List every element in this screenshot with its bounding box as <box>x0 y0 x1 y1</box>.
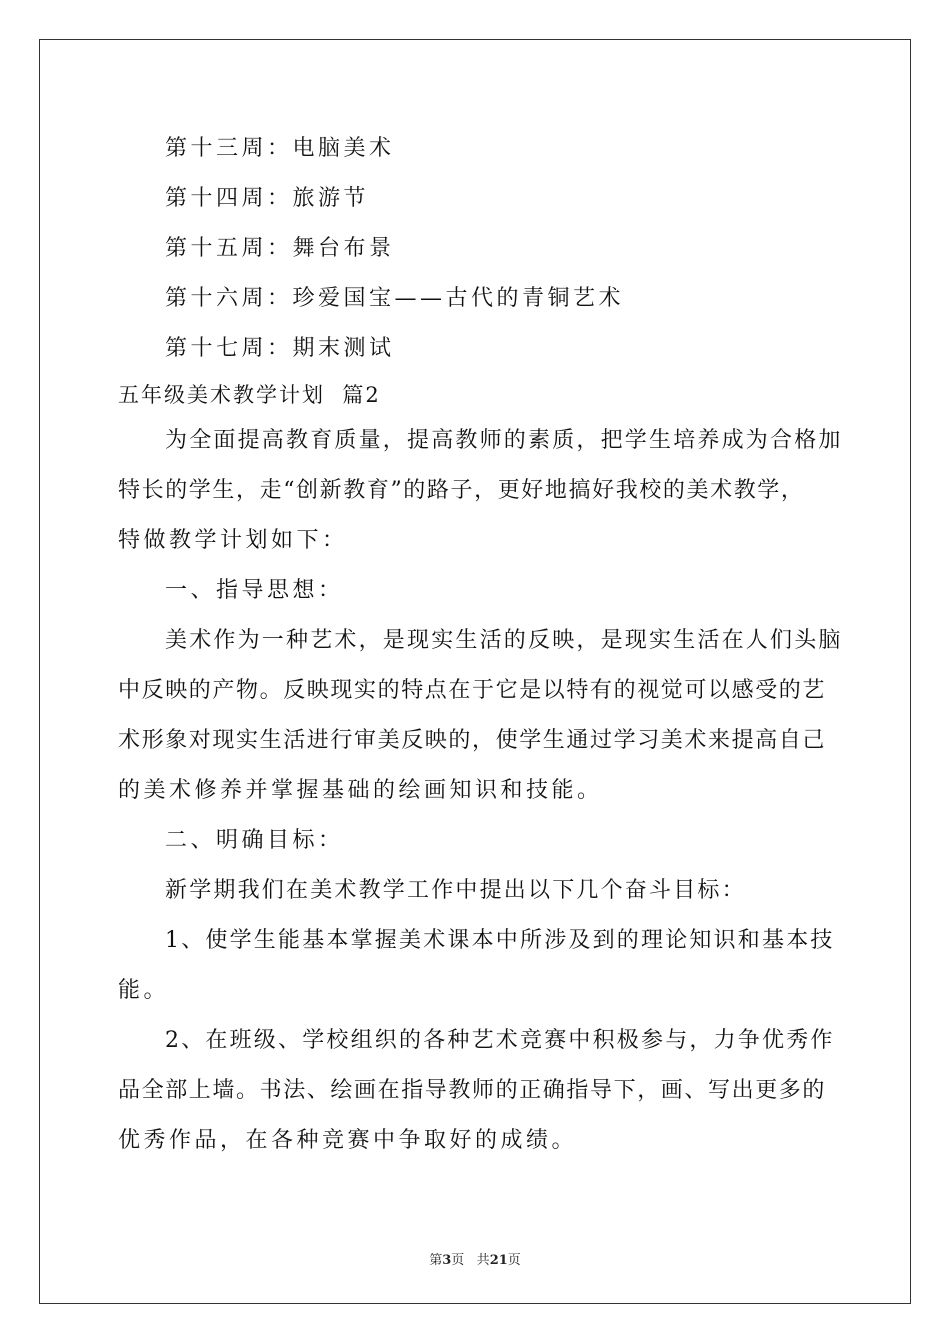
heading-goals: 二、明确目标： <box>165 828 344 853</box>
intro-line: 特做教学计划如下： <box>118 528 348 553</box>
goal-2-paragraph <box>118 1016 838 1166</box>
intro-line: 特长的学生，走“创新教育”的路子，更好地搞好我校的美术教学， <box>118 478 805 503</box>
footer-total-suffix: 页 <box>507 1253 521 1268</box>
footer-page-number: 3 <box>442 1253 452 1268</box>
goal-1-paragraph <box>118 916 838 1016</box>
guiding-line: 中反映的产物。反映现实的特点在于它是以特有的视觉可以感受的艺 <box>118 678 827 703</box>
intro-line: 为全面提高教育质量，提高教师的素质，把学生培养成为合格加 <box>165 428 843 453</box>
section-title: 五年级美术教学计划 篇2 <box>118 383 381 407</box>
intro-paragraph <box>118 416 843 566</box>
guiding-line: 的美术修养并掌握基础的绘画知识和技能。 <box>118 778 603 803</box>
footer-total-pages: 21 <box>489 1253 508 1268</box>
week-16-line: 第十六周：珍爱国宝——古代的青铜艺术 <box>165 286 625 311</box>
document-body <box>118 124 843 1166</box>
week-15-line: 第十五周：舞台布景 <box>165 236 395 261</box>
footer-prefix: 第 <box>429 1253 443 1268</box>
footer-total-prefix: 共 <box>476 1253 490 1268</box>
page-footer <box>0 1249 950 1268</box>
goal-1-line: 1、使学生能基本掌握美术课本中所涉及到的理论知识和基本技 <box>165 928 835 953</box>
footer-page-suffix: 页 <box>451 1253 465 1268</box>
goal-2-line: 优秀作品，在各种竞赛中争取好的成绩。 <box>118 1128 578 1153</box>
heading-guiding-thought: 一、指导思想： <box>165 578 344 603</box>
guiding-line: 美术作为一种艺术，是现实生活的反映，是现实生活在人们头脑 <box>165 628 843 653</box>
week-17-line: 第十七周：期末测试 <box>165 336 395 361</box>
guiding-line: 术形象对现实生活进行审美反映的，使学生通过学习美术来提高自己 <box>118 728 827 753</box>
week-14-line: 第十四周：旅游节 <box>165 186 370 211</box>
week-13-line: 第十三周：电脑美术 <box>165 136 395 161</box>
goals-intro-line: 新学期我们在美术教学工作中提出以下几个奋斗目标： <box>165 878 746 903</box>
goal-2-line: 品全部上墙。书法、绘画在指导教师的正确指导下，画、写出更多的 <box>118 1078 827 1103</box>
guiding-paragraph <box>118 616 843 816</box>
goal-2-line: 2、在班级、学校组织的各种艺术竞赛中积极参与，力争优秀作 <box>165 1028 835 1053</box>
goal-1-line: 能。 <box>118 978 170 1003</box>
